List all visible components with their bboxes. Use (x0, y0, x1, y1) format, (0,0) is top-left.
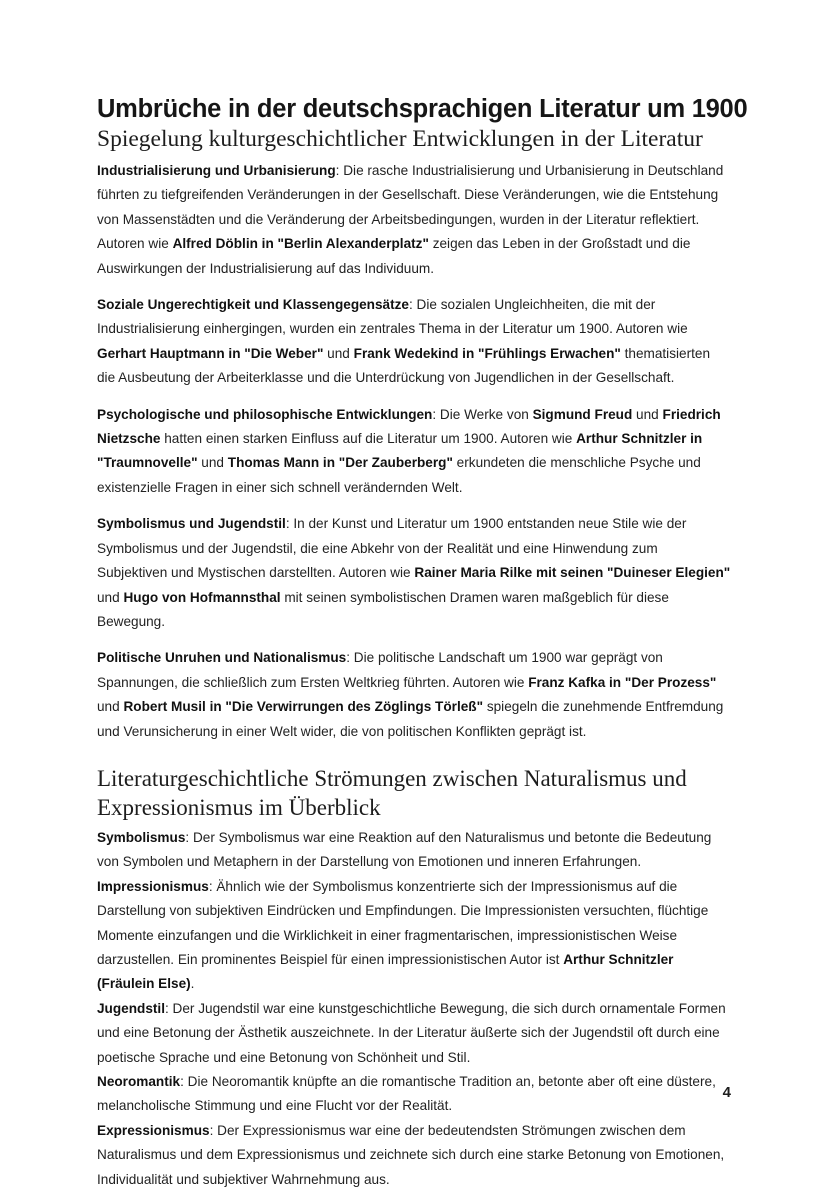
page-footer (0, 1084, 828, 1104)
page-subtitle: Spiegelung kulturgeschichtlicher Entwicklungen in der Literatur (97, 126, 703, 152)
paragraph-list-section-two (97, 826, 731, 1192)
page-number: 4 (722, 1084, 731, 1101)
paragraph-lead: Expressionismus (97, 1122, 210, 1138)
paragraph-lead: Neoromantik (97, 1074, 181, 1089)
paragraph-list-section-one (97, 159, 731, 744)
body-text: erkundeten die menschliche Psyche und existenzielle Fragen in einer sich schnell verändernden Welt. (97, 455, 701, 495)
paragraph-lead: Soziale Ungerechtigkeit und Klassengegensätze (97, 297, 409, 313)
paragraph (97, 646, 731, 744)
body-text: und (632, 406, 663, 422)
body-text: : Der Jugendstil war eine kunstgeschichtliche Bewegung, die sich durch ornamentale Formen und eine Betonung der Ästhetik auszeichnete. In der Literatur äußerte sich der Jugendstil oft durch eine poetische Sprache und eine Betonung von Schönheit und Stil. (97, 1000, 726, 1065)
body-text: : Ähnlich wie der Symbolismus konzentrierte sich der Impressionismus auf die Darstellung von subjektiven Eindrücken und Empfindungen. Die Impressionisten versuchten, flüchtige Momente einzufangen und die Wirklichkeit in einer fragmentarischen, impressionistischen Weise darzustellen. Ein prominentes Beispiel für einen impressionistischen Autor ist (97, 878, 709, 967)
body-text: und (323, 345, 354, 361)
body-text: spiegeln die zunehmende Entfremdung und Verunsicherung in einer Welt wider, die von politischen Konflikten geprägt ist. (97, 699, 724, 739)
emphasis-text: Friedrich Nietzsche (97, 406, 721, 447)
paragraph-lead: Psychologische und philosophische Entwicklungen (97, 406, 433, 422)
emphasis-text: Robert Musil in "Die Verwirrungen des Zöglings Törleß" (123, 699, 484, 715)
page-title: Umbrüche in der deutschsprachigen Literatur um 1900 (97, 95, 748, 123)
body-text: und (97, 589, 124, 605)
paragraph (97, 1119, 731, 1192)
body-text: thematisierten die Ausbeutung der Arbeiterklasse und die Unterdrückung von Jugendlichen in der Gesellschaft. (97, 345, 710, 386)
paragraph-lead: Symbolismus (97, 829, 186, 845)
section-kulturgeschichtliche-entwicklungen (97, 159, 731, 744)
emphasis-text: Arthur Schnitzler (Fräulein Else) (97, 951, 674, 992)
paragraph-lead: Impressionismus (97, 878, 209, 894)
body-text: zeigen das Leben in der Großstadt und die Auswirkungen der Industrialisierung auf das Individuum. (97, 236, 691, 276)
body-text: : Der Symbolismus war eine Reaktion auf den Naturalismus und betonte die Bedeutung von Symbolen und Metaphern in der Darstellung von Emotionen und inneren Erfahrungen. (97, 829, 712, 870)
body-text: : Die Neoromantik knüpfte an die romantische Tradition an, betonte aber oft eine düstere, melancholische Stimmung und eine Flucht vor der Realität. (97, 1074, 716, 1114)
paragraph (97, 293, 731, 391)
emphasis-text: Gerhart Hauptmann in "Die Weber" (97, 345, 324, 361)
emphasis-text: Franz Kafka in "Der Prozess" (528, 674, 717, 690)
paragraph-lead: Symbolismus und Jugendstil (97, 516, 286, 532)
paragraph-lead: Politische Unruhen und Nationalismus (97, 650, 347, 666)
paragraph (97, 826, 731, 875)
body-text: und (97, 699, 124, 715)
paragraph (97, 997, 731, 1070)
emphasis-text: Hugo von Hofmannsthal (123, 589, 281, 605)
body-text: : Die politische Landschaft um 1900 war geprägt von Spannungen, die schließlich zum Ersten Weltkrieg führten. Autoren wie (97, 650, 663, 690)
emphasis-text: Alfred Döblin in "Berlin Alexanderplatz" (172, 236, 429, 252)
emphasis-text: Rainer Maria Rilke mit seinen "Duineser Elegien" (414, 565, 731, 581)
paragraph (97, 512, 731, 634)
section-literaturgeschichtliche-stroemungen (97, 826, 731, 1192)
emphasis-text: Frank Wedekind in "Frühlings Erwachen" (353, 345, 621, 361)
body-text: : Die sozialen Ungleichheiten, die mit der Industrialisierung einhergingen, wurden ein zentrales Thema in der Literatur um 1900. Autoren wie (97, 297, 688, 337)
body-text: hatten einen starken Einfluss auf die Literatur um 1900. Autoren wie (160, 431, 577, 447)
body-text: mit seinen symbolistischen Dramen waren maßgeblich für diese Bewegung. (97, 589, 669, 629)
body-text: . (190, 976, 195, 992)
body-text: und (197, 455, 228, 471)
paragraph (97, 875, 731, 997)
emphasis-text: Sigmund Freud (532, 406, 633, 422)
body-text: : Die rasche Industrialisierung und Urbanisierung in Deutschland führten zu tiefgreifenden Veränderungen in der Gesellschaft. Diese Veränderungen, wie die Entstehung von Massenstädten und die Veränderung der Arbeitsbedingungen, wurden in der Literatur reflektiert. Autoren wie (97, 163, 724, 252)
paragraph-lead: Jugendstil (97, 1000, 165, 1016)
body-text: : Die Werke von (432, 406, 533, 422)
emphasis-text: Thomas Mann in "Der Zauberberg" (227, 455, 453, 471)
page-content (97, 94, 748, 1192)
paragraph (97, 403, 731, 501)
body-text: : In der Kunst und Literatur um 1900 entstanden neue Stile wie der Symbolismus und der Jugendstil, die eine Abkehr von der Realität und eine Hinwendung zum Subjektiven und Mystischen darstellten. Autoren wie (97, 516, 687, 581)
paragraph (97, 159, 731, 281)
emphasis-text: Arthur Schnitzler in "Traumnovelle" (97, 431, 703, 471)
body-text: : Der Expressionismus war eine der bedeutendsten Strömungen zwischen dem Naturalismus und dem Expressionismus und zeichnete sich durch eine starke Betonung von Emotionen, Individualität und subjektiver Wahrnehmung aus. (97, 1122, 725, 1187)
paragraph-lead: Industrialisierung und Urbanisierung (97, 163, 336, 178)
section-heading-stroemungen: Literaturgeschichtliche Strömungen zwischen Naturalismus und Expressionismus im Überblick (97, 765, 687, 820)
